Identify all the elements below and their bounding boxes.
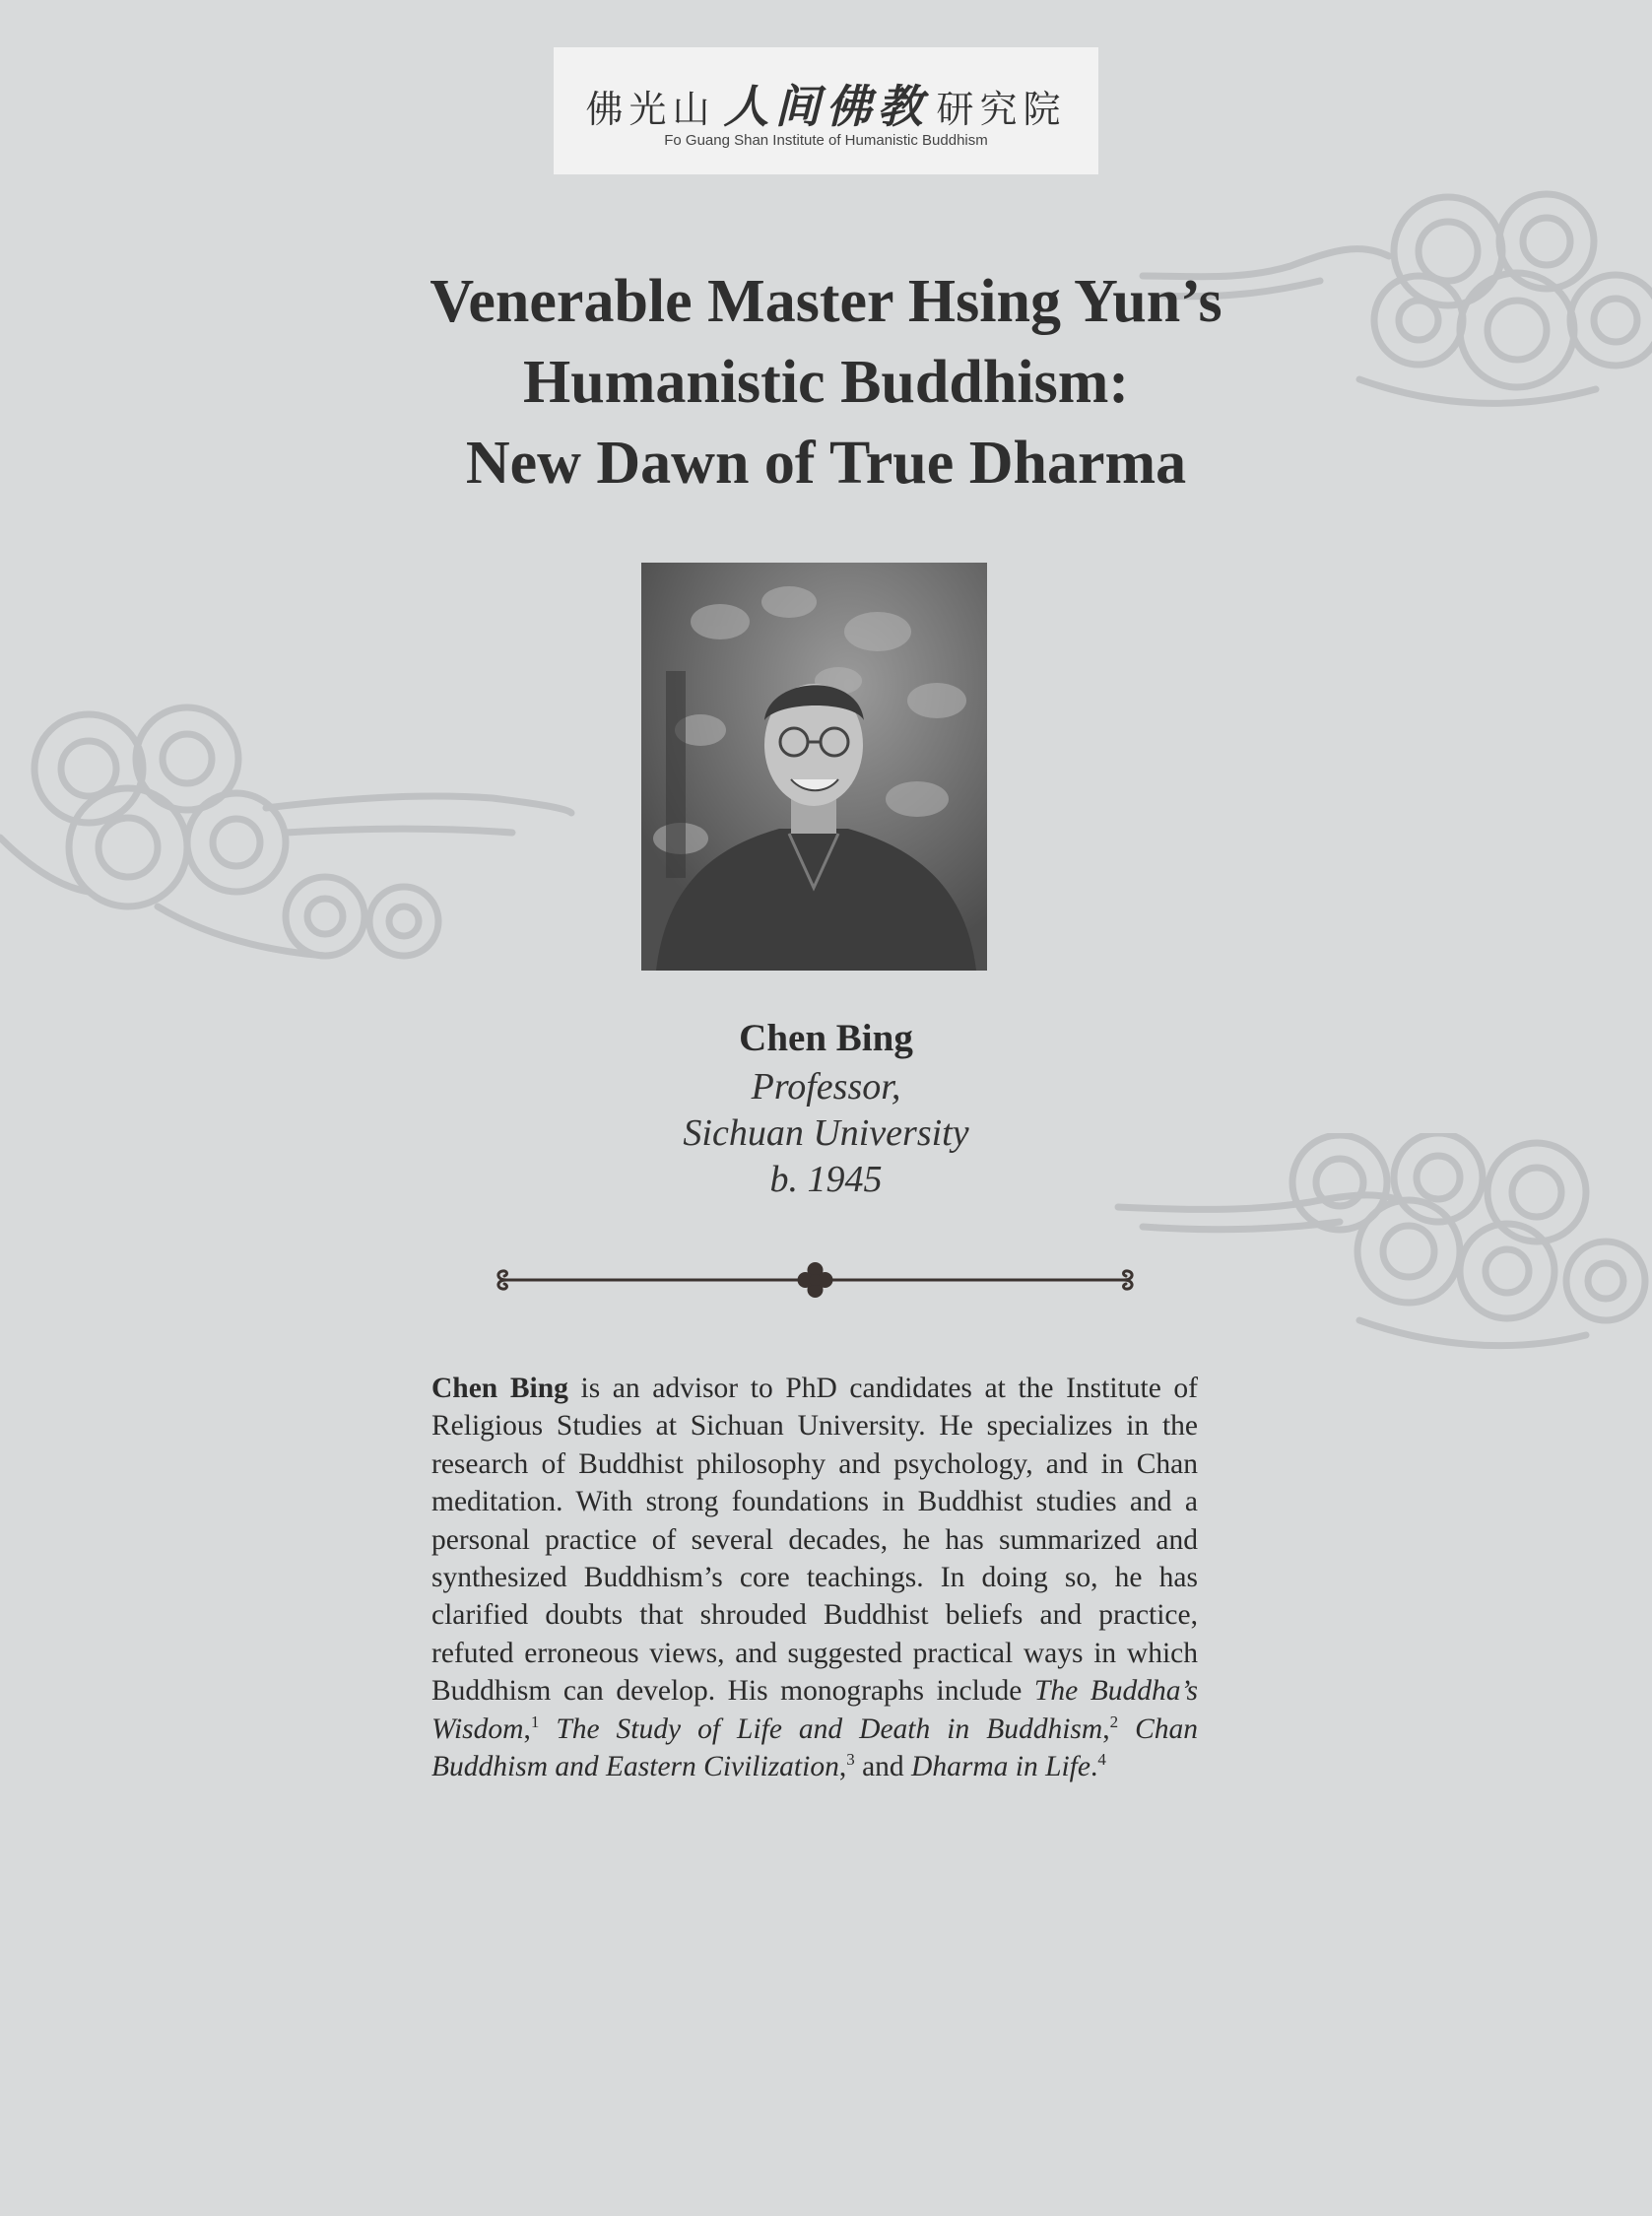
bio-separator-1: ,	[523, 1712, 531, 1745]
title-line-1: Venerable Master Hsing Yun’s	[430, 268, 1222, 335]
logo-cn-left: 佛光山	[585, 88, 716, 131]
bio-work-3: Chan Buddhism and Eastern Civilization	[431, 1712, 1199, 1783]
logo-english-name: Fo Guang Shan Institute of Humanistic Buddhism	[664, 132, 988, 149]
author-photo	[641, 563, 987, 971]
author-role: Professor,	[751, 1066, 901, 1108]
author-biography	[431, 1370, 1198, 1785]
flower-ornament-icon	[798, 1262, 833, 1298]
footnote-ref-4[interactable]: 4	[1097, 1750, 1106, 1770]
bio-text: is an advisor to PhD candidates at the Institute of Religious Studies at Sichuan University. He specializes in the research of Buddhist philosophy and psychology, and in Chan meditation. With strong foundations in Buddhist studies and a personal practice of several decades, he has summarized and synthesized Buddhism’s core teachings. In doing so, he has clarified doubts that shrouded Buddhist beliefs and practice, refuted erroneous views, and suggested practical ways in which Buddhism can develop. His monographs include	[431, 1373, 1198, 1708]
logo-chinese-name	[554, 71, 1098, 136]
bio-author-name: Chen Bing	[431, 1373, 568, 1404]
bio-and: and	[854, 1751, 904, 1783]
logo-cn-right: 研究院	[936, 88, 1067, 131]
author-info	[0, 1013, 1652, 1203]
footnote-ref-1[interactable]: 1	[530, 1712, 540, 1731]
author-birth-year: b. 1945	[769, 1159, 883, 1200]
footnote-ref-2[interactable]: 2	[1109, 1712, 1119, 1731]
bio-separator-3: ,	[838, 1751, 847, 1783]
footnote-ref-3[interactable]: 3	[846, 1750, 855, 1770]
author-name: Chen Bing	[739, 1017, 913, 1059]
institute-logo	[554, 47, 1098, 174]
bio-separator-4: .	[1090, 1751, 1098, 1783]
article-title	[0, 261, 1652, 504]
ornamental-divider	[493, 1261, 1138, 1299]
cloud-decoration-left	[0, 690, 581, 985]
bio-work-1: The Buddha’s Wisdom	[431, 1675, 1198, 1745]
logo-cn-calligraphy: 人间佛教	[723, 80, 929, 133]
bio-work-2: The Study of Life and Death in Buddhism	[556, 1712, 1103, 1745]
bio-separator-2: ,	[1102, 1712, 1110, 1745]
bio-work-4: Dharma in Life	[911, 1751, 1090, 1783]
title-line-2: Humanistic Buddhism:	[522, 349, 1129, 416]
author-institution: Sichuan University	[683, 1112, 969, 1154]
title-line-3: New Dawn of True Dharma	[465, 430, 1187, 497]
